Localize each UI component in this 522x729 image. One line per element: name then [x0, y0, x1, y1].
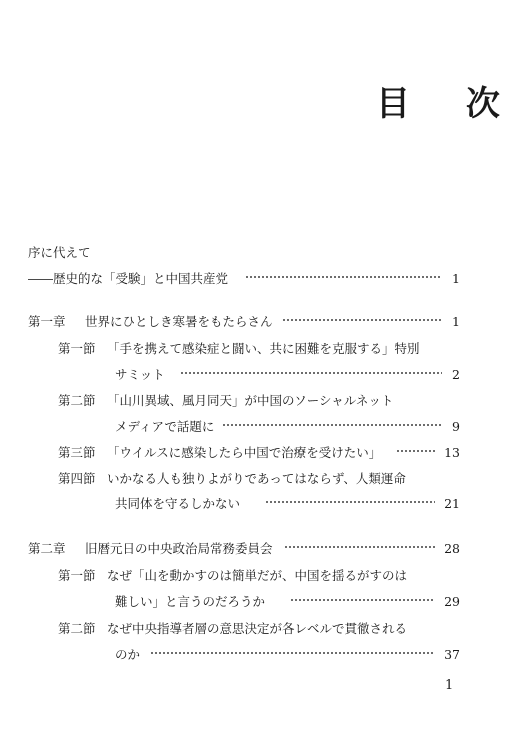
- toc-title: 世界にひとしき寒暑をもたらさん: [85, 314, 273, 329]
- leader-dots: [265, 501, 435, 503]
- toc-title: なぜ「山を動かすのは簡単だが、中国を揺るがすのは: [107, 568, 408, 583]
- toc-line[interactable]: [0, 470, 500, 488]
- toc-title: ――歴史的な「受験」と中国共産党: [28, 271, 229, 286]
- toc-line[interactable]: [0, 418, 500, 436]
- leader-dots: [396, 450, 435, 452]
- toc-section-label: 第二節: [58, 393, 96, 408]
- toc-title: 「手を携えて感染症と闘い、共に困難を克服する」特別: [107, 341, 420, 356]
- toc-title: のか: [115, 647, 141, 662]
- toc-section-label: 第二節: [58, 621, 96, 636]
- leader-dots: [284, 546, 435, 548]
- toc-page-number: 9: [452, 419, 460, 434]
- toc-title: 難しい」と言うのだろうか: [115, 594, 266, 609]
- toc-line[interactable]: [0, 567, 500, 585]
- toc-title: 「山川異域、風月同天」が中国のソーシャルネット: [107, 393, 394, 408]
- toc-page-number: 28: [444, 541, 460, 556]
- toc-line[interactable]: [0, 495, 500, 513]
- leader-dots: [180, 372, 442, 374]
- toc-line[interactable]: [0, 444, 500, 462]
- toc-line[interactable]: [0, 313, 500, 331]
- toc-section-label: 第一節: [58, 568, 96, 583]
- toc-title: なぜ中央指導者層の意思決定が各レベルで貫徹される: [107, 621, 408, 636]
- toc-line[interactable]: [0, 646, 500, 664]
- toc-line[interactable]: [0, 340, 500, 358]
- toc-line[interactable]: [0, 392, 500, 410]
- toc-page-number: 29: [444, 594, 460, 609]
- toc-page-number: 2: [452, 367, 460, 382]
- toc-title: いかなる人も独りよがりであってはならず、人類運命: [107, 471, 406, 486]
- toc-page-number: 13: [444, 445, 460, 460]
- toc-title: 序に代えて: [28, 245, 91, 260]
- toc-page-number: 1: [452, 314, 460, 329]
- toc-line[interactable]: [0, 593, 500, 611]
- toc-line[interactable]: [0, 540, 500, 558]
- toc-line[interactable]: [0, 366, 500, 384]
- leader-dots: [222, 424, 442, 426]
- toc-section-label: 第三節: [58, 445, 96, 460]
- toc-line: [0, 244, 500, 262]
- toc-line[interactable]: [0, 270, 500, 288]
- toc-chapter-label: 第二章: [28, 541, 66, 556]
- toc-section-label: 第四節: [58, 471, 96, 486]
- leader-dots: [282, 319, 442, 321]
- toc-page-number: 37: [444, 647, 460, 662]
- toc-heading: 目 次: [376, 84, 522, 124]
- toc-title: メディアで話題に: [115, 419, 215, 434]
- leader-dots: [150, 652, 435, 654]
- toc-page-number: 21: [444, 496, 460, 511]
- toc-title: サミット: [115, 367, 165, 382]
- toc-title: 旧暦元日の中央政治局常務委員会: [85, 541, 273, 556]
- leader-dots: [290, 599, 435, 601]
- toc-title: 「ウイルスに感染したら中国で治療を受けたい」: [107, 445, 382, 460]
- leader-dots: [245, 276, 442, 278]
- toc-line[interactable]: [0, 620, 500, 638]
- toc-title: 共同体を守るしかない: [115, 496, 241, 511]
- page-number: 1: [445, 678, 454, 693]
- toc-chapter-label: 第一章: [28, 314, 66, 329]
- toc-page-number: 1: [452, 271, 460, 286]
- toc-section-label: 第一節: [58, 341, 96, 356]
